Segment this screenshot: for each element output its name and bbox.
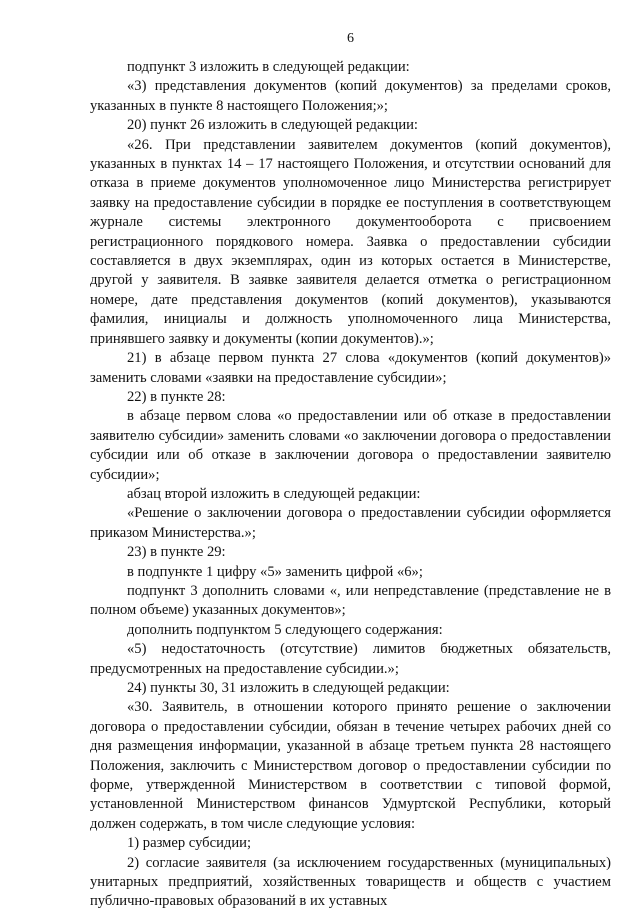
document-page	[90, 30, 611, 912]
paragraph: подпункт 3 изложить в следующей редакции:	[127, 59, 410, 75]
document-body	[90, 58, 611, 912]
page-number: 6	[347, 31, 354, 46]
paragraph: в абзаце первом слова «о предоставлении или об отказе в предоставлении заявителю субсидии» заменить словами «о заключении договора о предоставлении субсидии или об отказе в заключении договора о предоставлении заявителю субсидии»;	[90, 408, 611, 483]
paragraph: «Решение о заключении договора о предоставлении субсидии оформляется приказом Министерства.»;	[90, 505, 611, 541]
paragraph: 24) пункты 30, 31 изложить в следующей редакции:	[127, 680, 450, 696]
paragraph: дополнить подпунктом 5 следующего содержания:	[127, 621, 443, 638]
paragraph: «26. При представлении заявителем документов (копий документов), указанных в пунктах 14 – 17 настоящего Положения, и отсутствии оснований для отказа в приеме документов уполномоченное лицо Министерства регистрирует заявку на предоставление субсидии в порядке ее поступления в соответствующем журнале системы электронного документооборота с присвоением регистрационного порядкового номера. Заявка о предоставлении субсидии составляется в двух экземплярах, один из которых остается в Министерстве, другой у заявителя. В заявке заявителя делается отметка о регистрационном номере, дате представления документов (копий документов), указываются фамилия, инициалы и должность уполномоченного лица Министерства, принявшего заявку и документы (копии документов).»;	[90, 136, 611, 347]
paragraph: 21) в абзаце первом пункта 27 слова «документов (копий документов)» заменить словами «заявки на предоставление субсидии»;	[90, 350, 611, 386]
paragraph: 1) размер субсидии;	[127, 835, 251, 852]
paragraph: «3) представления документов (копий документов) за пределами сроков, указанных в пункте 8 настоящего Положения;»;	[90, 78, 611, 114]
paragraph: 2) согласие заявителя (за исключением государственных (муниципальных) унитарных предприятий, хозяйственных товариществ и обществ с участием публично-правовых образований в их уставных	[90, 854, 611, 910]
paragraph: «30. Заявитель, в отношении которого принято решение о заключении договора о предоставлении субсидии, обязан в течение четырех рабочих дней со дня размещения информации, указанной в абзаце третьем пункта 28 настоящего Положения, заключить с Министерством договор о предоставлении субсидии по форме, утвержденной Министерством в соответствии с типовой формой, установленной Министерством финансов Удмуртской Республики, который должен содержать, в том числе следующие условия:	[90, 699, 611, 832]
paragraph: подпункт 3 дополнить словами «, или непредставление (представление не в полном объеме) указанных документов»;	[90, 582, 611, 619]
paragraph: 22) в пункте 28:	[127, 388, 226, 405]
paragraph: в подпункте 1 цифру «5» заменить цифрой «6»;	[127, 563, 423, 580]
paragraph: 20) пункт 26 изложить в следующей редакции:	[127, 117, 418, 134]
paragraph: абзац второй изложить в следующей редакции:	[127, 485, 421, 502]
paragraph: 23) в пункте 29:	[127, 544, 226, 561]
paragraph: «5) недостаточность (отсутствие) лимитов бюджетных обязательств, предусмотренных на предоставление субсидии.»;	[90, 641, 611, 677]
